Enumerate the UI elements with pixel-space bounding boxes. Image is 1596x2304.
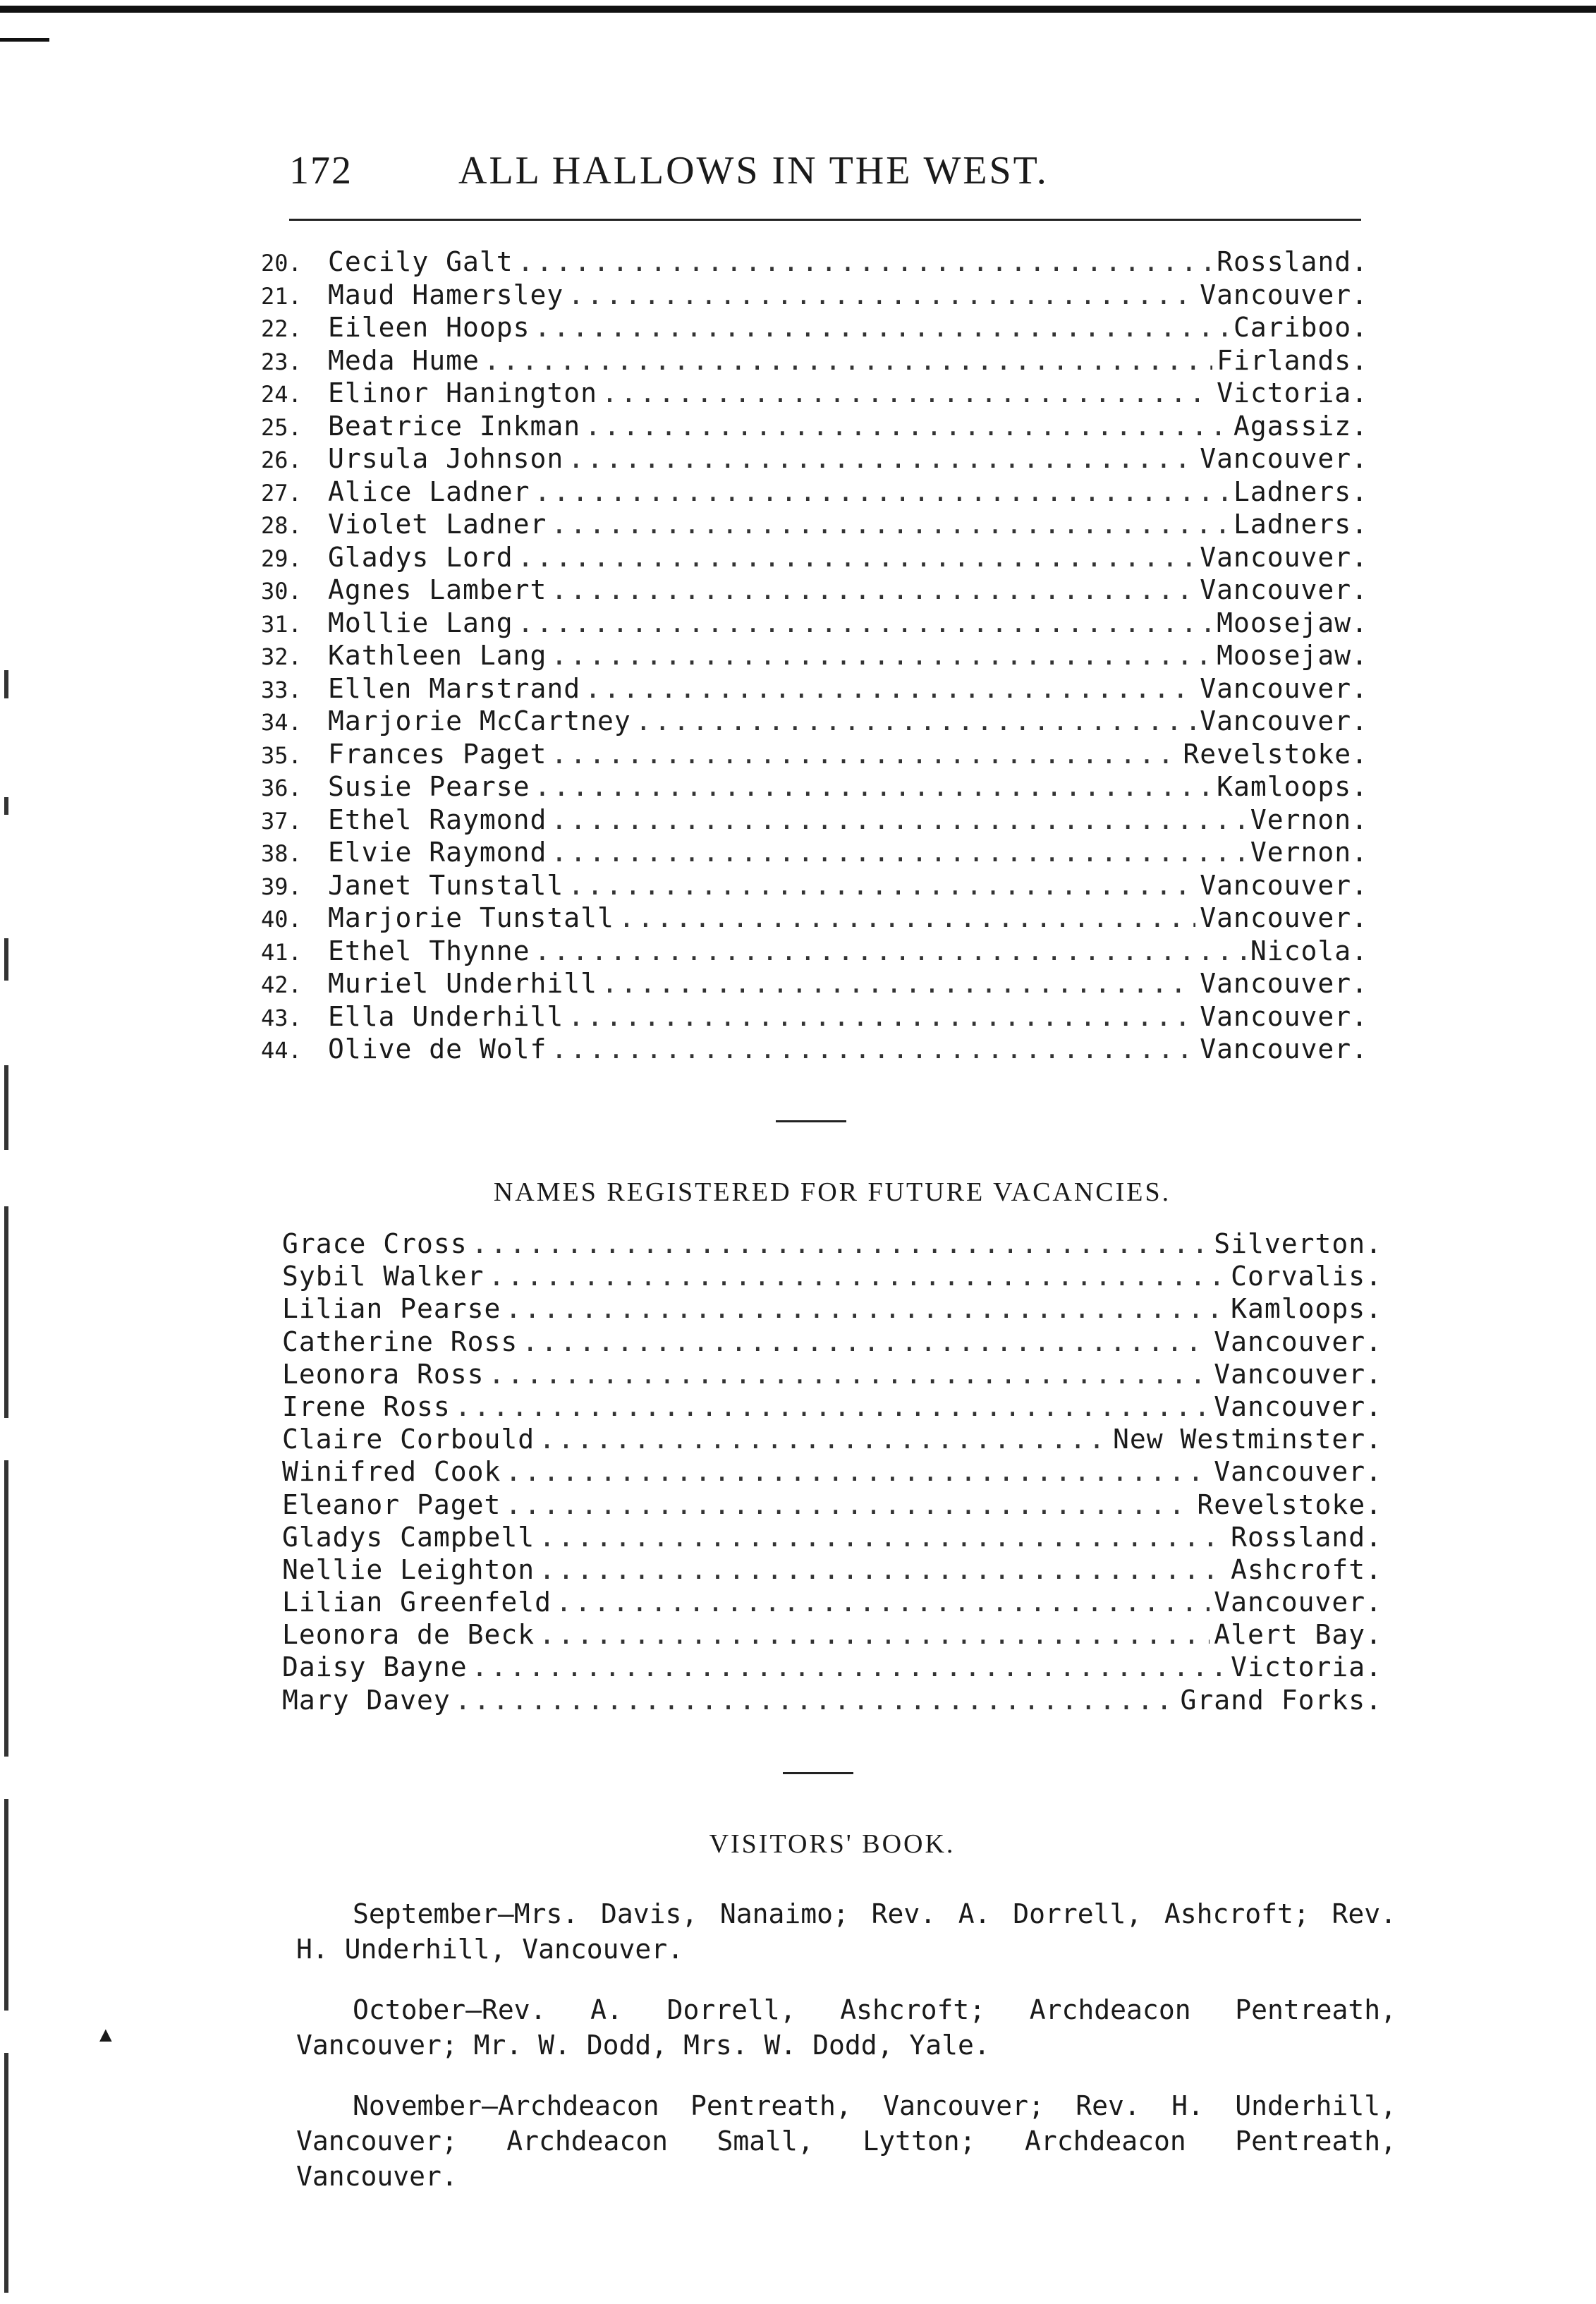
entry-name: Grace Cross bbox=[282, 1228, 468, 1259]
dot-leader bbox=[535, 935, 1246, 968]
pupil-row bbox=[261, 410, 1368, 443]
pupil-row bbox=[261, 377, 1368, 410]
dot-leader bbox=[505, 1455, 1210, 1488]
entry-place: Alert Bay. bbox=[1214, 1619, 1382, 1651]
dot-leader bbox=[489, 1358, 1210, 1390]
entry-place: Vernon. bbox=[1250, 837, 1368, 868]
entry-name: Eileen Hoops bbox=[328, 312, 530, 343]
entry-name: Olive de Wolf bbox=[328, 1033, 547, 1065]
entry-number: 24. bbox=[261, 381, 302, 408]
entry-place: Vancouver. bbox=[1200, 1000, 1368, 1032]
dot-leader bbox=[568, 869, 1195, 902]
entry-place: Vancouver. bbox=[1214, 1358, 1382, 1390]
pupil-row bbox=[261, 705, 1368, 738]
future-vacancy-row bbox=[282, 1521, 1382, 1553]
dot-leader bbox=[568, 442, 1195, 475]
pupil-row bbox=[261, 574, 1368, 607]
dot-leader bbox=[472, 1651, 1226, 1683]
dot-leader bbox=[551, 508, 1229, 541]
entry-place: Moosejaw. bbox=[1217, 607, 1368, 638]
entry-name: Alice Ladner bbox=[328, 475, 530, 507]
future-vacancy-row bbox=[282, 1260, 1382, 1292]
entry-place: Vancouver. bbox=[1214, 1456, 1382, 1488]
entry-number: 35. bbox=[261, 741, 302, 769]
dot-leader bbox=[539, 1553, 1226, 1586]
entry-number: 23. bbox=[261, 348, 302, 375]
dot-leader bbox=[539, 1618, 1210, 1651]
entry-place: Ladners. bbox=[1233, 475, 1368, 507]
pupil-row bbox=[261, 508, 1368, 541]
pupil-row bbox=[261, 770, 1368, 804]
entry-number: 31. bbox=[261, 610, 302, 638]
entry-name: Lilian Pearse bbox=[282, 1293, 501, 1325]
entry-name: Nellie Leighton bbox=[282, 1553, 535, 1585]
dot-leader bbox=[585, 672, 1195, 705]
running-title: ALL HALLOWS IN THE WEST. bbox=[458, 149, 1049, 193]
entry-place: Ashcroft. bbox=[1231, 1553, 1382, 1585]
dot-leader bbox=[489, 1260, 1227, 1292]
entry-name: Kathleen Lang bbox=[328, 640, 547, 671]
entry-name: Mary Davey bbox=[282, 1684, 451, 1716]
pupil-row bbox=[261, 1033, 1368, 1066]
entry-place: Ladners. bbox=[1233, 509, 1368, 540]
entry-place: Vancouver. bbox=[1200, 541, 1368, 573]
entry-number: 42. bbox=[261, 971, 302, 998]
future-vacancy-row bbox=[282, 1651, 1382, 1683]
section-divider bbox=[783, 1772, 853, 1774]
dot-leader bbox=[535, 770, 1213, 804]
pupil-row bbox=[261, 902, 1368, 935]
entry-number: 38. bbox=[261, 840, 302, 867]
pupil-row bbox=[261, 442, 1368, 475]
dot-leader bbox=[551, 836, 1245, 869]
entry-number: 22. bbox=[261, 315, 302, 342]
entry-name: Cecily Galt bbox=[328, 246, 513, 277]
entry-number: 43. bbox=[261, 1004, 302, 1031]
future-vacancy-row bbox=[282, 1455, 1382, 1488]
visitors-entry-september: September—Mrs. Davis, Nanaimo; Rev. A. Dorrell, Ashcroft; Rev. H. Underhill, Vancouver. bbox=[296, 1898, 1396, 1965]
entry-place: Vancouver. bbox=[1200, 869, 1368, 901]
entry-name: Marjorie McCartney bbox=[328, 705, 631, 736]
entry-place: Rossland. bbox=[1217, 246, 1368, 277]
entry-name: Gladys Campbell bbox=[282, 1521, 535, 1553]
pupil-row bbox=[261, 311, 1368, 344]
dot-leader bbox=[518, 245, 1212, 279]
visitors-book-entries bbox=[296, 1896, 1396, 2219]
future-vacancy-row bbox=[282, 1488, 1382, 1521]
header-rule bbox=[289, 219, 1361, 221]
pupil-row bbox=[261, 967, 1368, 1000]
entry-name: Claire Corbould bbox=[282, 1424, 535, 1455]
entry-name: Irene Ross bbox=[282, 1390, 451, 1422]
entry-name: Meda Hume bbox=[328, 344, 480, 376]
entry-number: 28. bbox=[261, 512, 302, 539]
entry-name: Frances Paget bbox=[328, 738, 547, 770]
future-vacancy-row bbox=[282, 1292, 1382, 1325]
entry-place: Grand Forks. bbox=[1180, 1684, 1382, 1716]
entry-number: 40. bbox=[261, 906, 302, 933]
dot-leader bbox=[619, 902, 1195, 935]
entry-name: Violet Ladner bbox=[328, 509, 547, 540]
future-vacancy-row bbox=[282, 1358, 1382, 1390]
pupil-row bbox=[261, 836, 1368, 869]
entry-number: 29. bbox=[261, 545, 302, 572]
scan-binding-edge bbox=[0, 670, 16, 2304]
entry-name: Ethel Raymond bbox=[328, 804, 547, 835]
entry-place: Vancouver. bbox=[1200, 574, 1368, 605]
dot-leader bbox=[518, 541, 1196, 574]
top-scan-notch bbox=[0, 38, 49, 42]
dot-leader bbox=[518, 607, 1212, 640]
dot-leader bbox=[551, 639, 1212, 672]
dot-leader bbox=[522, 1326, 1210, 1358]
entry-number: 34. bbox=[261, 709, 302, 736]
entry-name: Marjorie Tunstall bbox=[328, 902, 614, 933]
pupil-row bbox=[261, 245, 1368, 279]
entry-number: 26. bbox=[261, 447, 302, 473]
entry-name: Maud Hamersley bbox=[328, 279, 564, 310]
entry-place: Vancouver. bbox=[1200, 705, 1368, 736]
entry-name: Mollie Lang bbox=[328, 607, 513, 638]
entry-place: Nicola. bbox=[1250, 935, 1368, 966]
entry-place: Vancouver. bbox=[1200, 968, 1368, 999]
entry-name: Elinor Hanington bbox=[328, 377, 598, 408]
entry-number: 27. bbox=[261, 479, 302, 507]
entry-name: Ellen Marstrand bbox=[328, 672, 581, 704]
entry-place: Vancouver. bbox=[1200, 279, 1368, 310]
pupil-row bbox=[261, 279, 1368, 312]
future-vacancy-row bbox=[282, 1423, 1382, 1455]
entry-place: Rossland. bbox=[1231, 1521, 1382, 1553]
entry-number: 20. bbox=[261, 250, 302, 277]
page-number: 172 bbox=[289, 149, 353, 193]
entry-name: Ella Underhill bbox=[328, 1000, 564, 1032]
dot-leader bbox=[568, 1000, 1195, 1033]
entry-place: New Westminster. bbox=[1112, 1424, 1382, 1455]
entry-place: Vancouver. bbox=[1200, 1033, 1368, 1065]
visitors-book-heading: VISITORS' BOOK. bbox=[709, 1829, 956, 1859]
dot-leader bbox=[602, 377, 1212, 410]
pupil-row bbox=[261, 804, 1368, 837]
visitors-entry-november: November—Archdeacon Pentreath, Vancouver; Rev. H. Underhill, Vancouver; Archdeacon Small, Lytton; Archdeacon Pentreath, Vancouver. bbox=[296, 2090, 1396, 2192]
dot-leader bbox=[484, 344, 1212, 377]
entry-name: Ethel Thynne bbox=[328, 935, 530, 966]
pupil-row bbox=[261, 344, 1368, 377]
entry-number: 41. bbox=[261, 938, 302, 966]
entry-place: Revelstoke. bbox=[1197, 1488, 1382, 1520]
section-divider bbox=[776, 1120, 846, 1122]
entry-place: Vancouver. bbox=[1214, 1587, 1382, 1618]
dot-leader bbox=[539, 1423, 1109, 1455]
top-scan-border bbox=[0, 6, 1596, 13]
entry-place: Victoria. bbox=[1217, 377, 1368, 408]
entry-name: Muriel Underhill bbox=[328, 968, 598, 999]
entry-place: Silverton. bbox=[1214, 1228, 1382, 1259]
dot-leader bbox=[455, 1390, 1210, 1423]
future-vacancy-row bbox=[282, 1684, 1382, 1716]
entry-place: Vancouver. bbox=[1200, 672, 1368, 704]
pupil-row bbox=[261, 869, 1368, 902]
dot-leader bbox=[539, 1521, 1226, 1553]
dot-leader bbox=[602, 967, 1195, 1000]
entry-number: 32. bbox=[261, 643, 302, 670]
dot-leader bbox=[551, 1033, 1195, 1066]
page-header bbox=[289, 148, 1319, 198]
entry-place: Vancouver. bbox=[1200, 443, 1368, 474]
dot-leader bbox=[505, 1488, 1193, 1521]
entry-number: 44. bbox=[261, 1037, 302, 1064]
entry-number: 37. bbox=[261, 807, 302, 835]
entry-number: 33. bbox=[261, 676, 302, 703]
entry-place: Cariboo. bbox=[1233, 312, 1368, 343]
entry-place: Vancouver. bbox=[1200, 902, 1368, 933]
visitors-entry-october: October—Rev. A. Dorrell, Ashcroft; Archdeacon Pentreath, Vancouver; Mr. W. Dodd, Mrs. W. Dodd, Yale. bbox=[296, 1994, 1396, 2061]
future-vacancy-row bbox=[282, 1553, 1382, 1586]
dot-leader bbox=[505, 1292, 1226, 1325]
dot-leader bbox=[535, 311, 1229, 344]
pupil-row bbox=[261, 475, 1368, 509]
entry-place: Vernon. bbox=[1250, 804, 1368, 835]
entry-name: Beatrice Inkman bbox=[328, 410, 581, 442]
pupil-row bbox=[261, 935, 1368, 968]
entry-place: Vancouver. bbox=[1214, 1326, 1382, 1357]
dot-leader bbox=[551, 574, 1195, 607]
entry-name: Eleanor Paget bbox=[282, 1488, 501, 1520]
entry-number: 36. bbox=[261, 775, 302, 801]
entry-name: Leonora de Beck bbox=[282, 1619, 535, 1651]
dot-leader bbox=[535, 475, 1229, 509]
entry-number: 39. bbox=[261, 873, 302, 900]
entry-name: Lilian Greenfeld bbox=[282, 1587, 552, 1618]
dot-leader bbox=[556, 1586, 1210, 1618]
entry-name: Susie Pearse bbox=[328, 771, 530, 802]
entry-number: 21. bbox=[261, 282, 302, 310]
pupil-row bbox=[261, 639, 1368, 672]
entry-place: Revelstoke. bbox=[1183, 738, 1368, 770]
pupil-row bbox=[261, 541, 1368, 574]
future-vacancies-list bbox=[282, 1227, 1382, 1716]
entry-place: Kamloops. bbox=[1231, 1293, 1382, 1325]
entry-name: Catherine Ross bbox=[282, 1326, 518, 1357]
dot-leader bbox=[472, 1227, 1210, 1260]
entry-number: 25. bbox=[261, 413, 302, 441]
entry-place: Firlands. bbox=[1217, 344, 1368, 376]
future-vacancy-row bbox=[282, 1586, 1382, 1618]
entry-place: Moosejaw. bbox=[1217, 640, 1368, 671]
dot-leader bbox=[635, 705, 1195, 738]
future-vacancy-row bbox=[282, 1618, 1382, 1651]
entry-place: Kamloops. bbox=[1217, 771, 1368, 802]
dot-leader bbox=[551, 804, 1245, 837]
pupil-row bbox=[261, 607, 1368, 640]
dot-leader bbox=[455, 1684, 1176, 1716]
entry-name: Sybil Walker bbox=[282, 1261, 485, 1292]
pupil-row bbox=[261, 738, 1368, 771]
future-vacancy-row bbox=[282, 1227, 1382, 1260]
entry-name: Elvie Raymond bbox=[328, 837, 547, 868]
pupil-list bbox=[261, 245, 1368, 1066]
margin-mark-icon: ▲ bbox=[95, 2023, 116, 2047]
entry-name: Winifred Cook bbox=[282, 1456, 501, 1488]
entry-place: Victoria. bbox=[1231, 1651, 1382, 1683]
pupil-row bbox=[261, 1000, 1368, 1033]
entry-name: Leonora Ross bbox=[282, 1358, 485, 1390]
pupil-row bbox=[261, 672, 1368, 705]
entry-name: Ursula Johnson bbox=[328, 443, 564, 474]
future-vacancies-heading: NAMES REGISTERED FOR FUTURE VACANCIES. bbox=[493, 1177, 1171, 1207]
dot-leader bbox=[551, 738, 1178, 771]
entry-place: Vancouver. bbox=[1214, 1390, 1382, 1422]
entry-place: Agassiz. bbox=[1233, 410, 1368, 442]
entry-name: Daisy Bayne bbox=[282, 1651, 468, 1683]
dot-leader bbox=[585, 410, 1229, 443]
entry-number: 30. bbox=[261, 578, 302, 605]
future-vacancy-row bbox=[282, 1326, 1382, 1358]
entry-name: Gladys Lord bbox=[328, 541, 513, 573]
entry-name: Agnes Lambert bbox=[328, 574, 547, 605]
entry-name: Janet Tunstall bbox=[328, 869, 564, 901]
dot-leader bbox=[568, 279, 1195, 312]
future-vacancy-row bbox=[282, 1390, 1382, 1423]
entry-place: Corvalis. bbox=[1231, 1261, 1382, 1292]
